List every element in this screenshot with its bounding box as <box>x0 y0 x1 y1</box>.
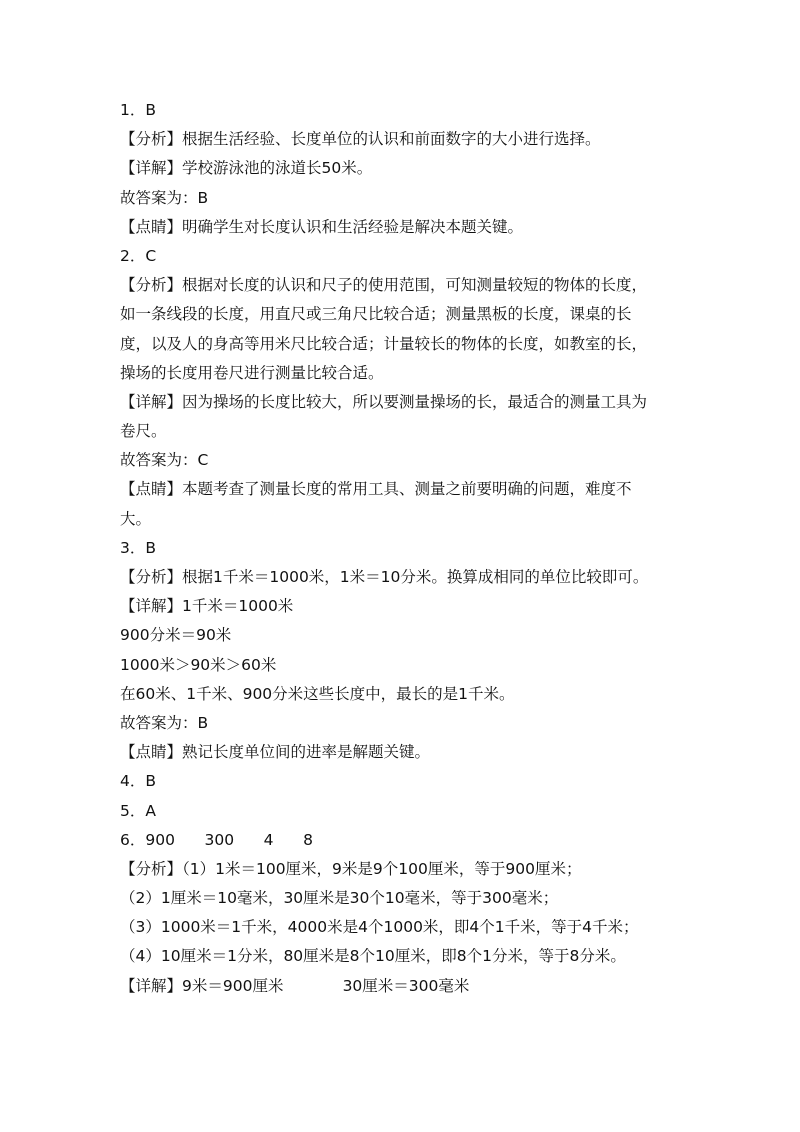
answer-3-detail-line-1: 【详解】1千米＝1000米 <box>120 597 294 616</box>
document-body <box>120 96 690 1001</box>
answer-3-heading: 3．B <box>120 538 156 557</box>
answer-6-heading: 6．900 300 4 8 <box>120 830 313 849</box>
answer-6-analysis-line-1: 【分析】（1）1米＝100厘米，9米是9个100厘米，等于900厘米； <box>120 859 582 878</box>
answer-1-detail: 【详解】学校游泳池的泳道长50米。 <box>120 159 373 178</box>
answer-2-result: 故答案为：C <box>120 451 209 470</box>
answer-2-analysis-line-2: 如一条线段的长度，用直尺或三角尺比较合适；测量黑板的长度，课桌的长 <box>120 305 632 324</box>
answer-6-analysis-line-4: （4）10厘米＝1分米，80厘米是8个10厘米，即8个1分米，等于8分米。 <box>120 947 626 966</box>
answer-6-analysis-line-3: （3）1000米＝1千米，4000米是4个1000米，即4个1千米，等于4千米； <box>120 918 639 937</box>
answer-1-comment: 【点睛】明确学生对长度认识和生活经验是解决本题关键。 <box>120 217 524 236</box>
answer-5-heading: 5．A <box>120 801 156 820</box>
answer-2-analysis-line-4: 操场的长度用卷尺进行测量比较合适。 <box>120 363 384 382</box>
answer-1-analysis: 【分析】根据生活经验、长度单位的认识和前面数字的大小进行选择。 <box>120 130 601 149</box>
answer-3-detail-line-2: 900分米＝90米 <box>120 626 232 645</box>
answer-2-comment-line-2: 大。 <box>120 509 152 528</box>
answer-3-analysis: 【分析】根据1千米＝1000米，1米＝10分米。换算成相同的单位比较即可。 <box>120 568 649 586</box>
answer-1-heading: 1．B <box>120 101 156 119</box>
answer-2-detail-line-1: 【详解】因为操场的长度比较大，所以要测量操场的长，最适合的测量工具为 <box>120 392 648 411</box>
answer-1-result: 故答案为：B <box>120 188 209 207</box>
answer-2-detail-line-2: 卷尺。 <box>120 422 167 441</box>
answer-3-detail-line-4: 在60米、1千米、900分米这些长度中，最长的是1千米。 <box>120 684 515 703</box>
answer-4-heading: 4．B <box>120 772 156 791</box>
answer-6-detail-line-1: 【详解】9米＝900厘米 30厘米＝300毫米 <box>120 976 470 995</box>
answer-2-heading: 2．C <box>120 246 157 265</box>
answer-6-analysis-line-2: （2）1厘米＝10毫米，30厘米是30个10毫米，等于300毫米； <box>120 889 559 908</box>
answer-3-detail-line-3: 1000米＞90米＞60米 <box>120 655 277 674</box>
answer-3-result: 故答案为：B <box>120 713 209 732</box>
answer-3-comment: 【点睛】熟记长度单位间的进率是解题关键。 <box>120 743 431 762</box>
answer-2-analysis-line-3: 度，以及人的身高等用米尺比较合适；计量较长的物体的长度，如教室的长， <box>120 334 648 353</box>
answer-2-comment-line-1: 【点睛】本题考查了测量长度的常用工具、测量之前要明确的问题，难度不 <box>120 480 632 499</box>
answer-2-analysis-line-1: 【分析】根据对长度的认识和尺子的使用范围，可知测量较短的物体的长度， <box>120 276 648 295</box>
